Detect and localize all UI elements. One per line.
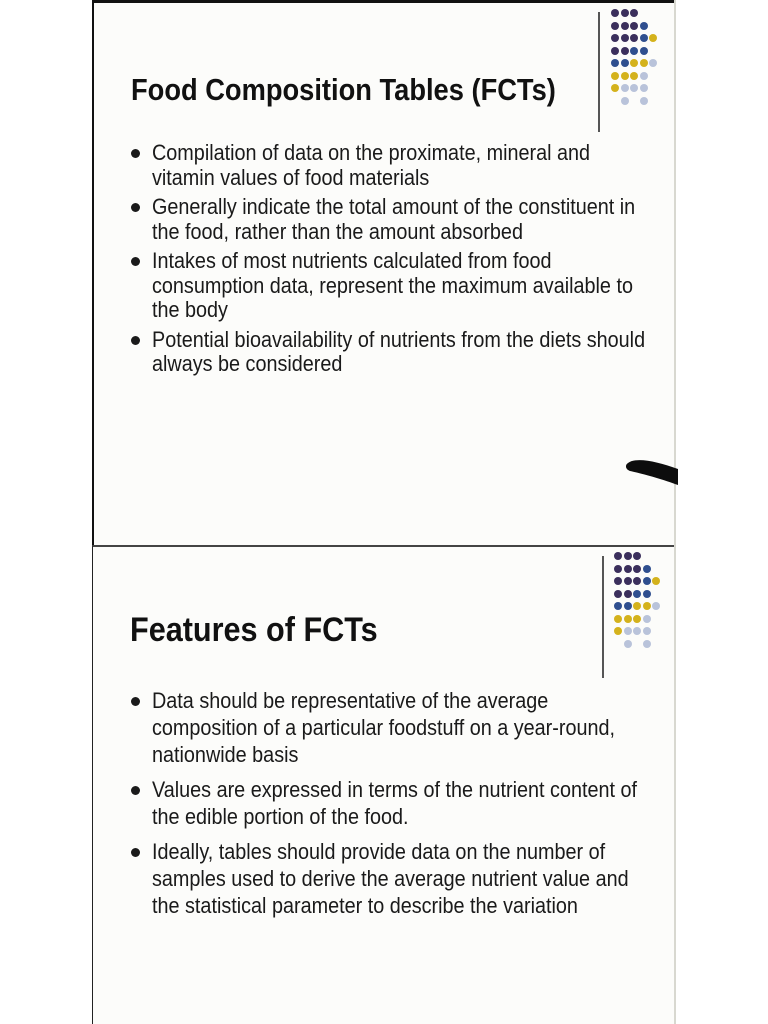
decorative-dot xyxy=(643,590,651,598)
decorative-dot xyxy=(630,59,638,67)
slide-2-title: Features of FCTs xyxy=(130,611,378,649)
decorative-dot xyxy=(643,577,651,585)
bullet-text: Intakes of most nutrients calculated from food consumption data, represent the maximum available to the body xyxy=(152,248,633,322)
decorative-dot xyxy=(621,84,629,92)
list-item xyxy=(130,838,650,919)
decorative-dot xyxy=(611,22,619,30)
bullet-icon xyxy=(131,203,140,212)
decorative-dot xyxy=(652,577,660,585)
decorative-dot xyxy=(611,84,619,92)
decorative-dot xyxy=(614,590,622,598)
decorative-dot xyxy=(614,577,622,585)
list-item xyxy=(130,195,650,244)
decorative-dot xyxy=(630,72,638,80)
decorative-dot xyxy=(630,47,638,55)
list-item xyxy=(130,249,650,323)
slide-2-right-edge xyxy=(674,545,676,1024)
decorative-dot xyxy=(611,47,619,55)
decorative-dot xyxy=(640,84,648,92)
decorative-dot xyxy=(633,565,641,573)
decorative-dot xyxy=(614,565,622,573)
decorative-dot xyxy=(624,590,632,598)
decorative-dot xyxy=(640,97,648,105)
decorative-dot xyxy=(643,615,651,623)
slide-1-bullet-list xyxy=(130,141,650,382)
slide-1-title: Food Composition Tables (FCTs) xyxy=(131,72,556,107)
pen-tip-mark xyxy=(626,455,678,485)
decorative-dot xyxy=(643,640,651,648)
decorative-dot xyxy=(624,577,632,585)
list-item xyxy=(130,328,650,377)
decorative-dot xyxy=(633,627,641,635)
decorative-dot xyxy=(621,72,629,80)
bullet-icon xyxy=(131,848,140,857)
decorative-dot xyxy=(624,552,632,560)
bullet-icon xyxy=(131,336,140,345)
decorative-dot xyxy=(624,640,632,648)
bullet-icon xyxy=(131,257,140,266)
decorative-dot xyxy=(630,9,638,17)
decorative-dot xyxy=(643,627,651,635)
decorative-dot xyxy=(614,602,622,610)
decorative-dot xyxy=(621,47,629,55)
decorative-dot xyxy=(621,97,629,105)
decorative-dot xyxy=(614,552,622,560)
list-item xyxy=(130,776,650,830)
bullet-icon xyxy=(131,697,140,706)
decorative-dot xyxy=(624,627,632,635)
decorative-dot xyxy=(614,615,622,623)
decorative-dot xyxy=(621,22,629,30)
decorative-dot xyxy=(649,34,657,42)
decorative-dot xyxy=(649,59,657,67)
bullet-text: Compilation of data on the proximate, mineral and vitamin values of food materials xyxy=(152,140,591,190)
decorative-dot xyxy=(633,602,641,610)
decorative-dot xyxy=(633,577,641,585)
decorative-dot xyxy=(640,22,648,30)
bullet-icon xyxy=(131,149,140,158)
decorative-dot xyxy=(630,22,638,30)
decorative-dot xyxy=(652,602,660,610)
decorative-dot xyxy=(630,84,638,92)
decorative-dot xyxy=(640,34,648,42)
decorative-dot xyxy=(614,627,622,635)
bullet-text: Potential bioavailability of nutrients from the diets should always be considered xyxy=(152,326,646,376)
decorative-dot xyxy=(640,47,648,55)
slide-2-bullet-list xyxy=(130,687,650,927)
list-item xyxy=(130,141,650,190)
decorative-dot xyxy=(621,34,629,42)
decorative-dot xyxy=(633,590,641,598)
decorative-dot xyxy=(643,602,651,610)
decorative-dot xyxy=(633,552,641,560)
decorative-dot xyxy=(611,34,619,42)
decorative-dot xyxy=(640,59,648,67)
bullet-text: Ideally, tables should provide data on the number of samples used to derive the average nutrient value and the statistical parameter to describe the variation xyxy=(152,839,629,918)
decorative-dot xyxy=(611,9,619,17)
decorative-dot xyxy=(621,59,629,67)
decorative-dot xyxy=(643,565,651,573)
decorative-dot xyxy=(611,72,619,80)
decorative-dot xyxy=(624,565,632,573)
decorative-dot xyxy=(624,615,632,623)
bullet-text: Data should be representative of the average composition of a particular foodstuff on a year-round, nationwide basis xyxy=(152,688,616,767)
list-item xyxy=(130,687,650,768)
decorative-dot xyxy=(611,59,619,67)
decorative-dot xyxy=(633,615,641,623)
bullet-text: Values are expressed in terms of the nutrient content of the edible portion of the food. xyxy=(152,777,638,829)
slide-1-accent-line xyxy=(598,12,600,132)
decorative-dot xyxy=(621,9,629,17)
bullet-icon xyxy=(131,786,140,795)
bullet-text: Generally indicate the total amount of the constituent in the food, rather than the amount absorbed xyxy=(152,194,636,244)
slide-2-accent-line xyxy=(602,556,604,678)
decorative-dot xyxy=(640,72,648,80)
decorative-dot xyxy=(624,602,632,610)
decorative-dot xyxy=(630,34,638,42)
